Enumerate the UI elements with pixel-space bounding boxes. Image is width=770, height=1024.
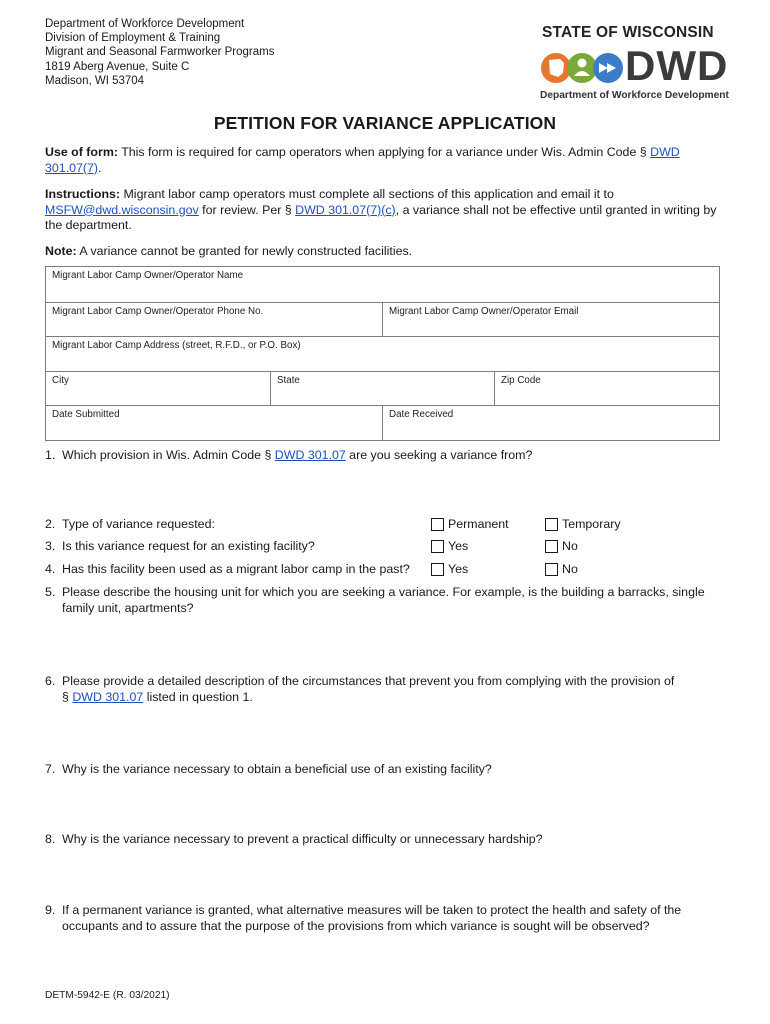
use-of-form-paragraph (45, 145, 725, 176)
logo-state-text: STATE OF WISCONSIN (542, 24, 714, 41)
dwd-301-07-link[interactable]: DWD 301.07 (274, 448, 346, 462)
instructions-paragraph (45, 187, 725, 234)
question-text: Why is the variance necessary to obtain a beneficial use of an existing facility? (62, 762, 492, 776)
question-text: occupants and to assure that the purpose of the provisions from which variance is sought will be observed? (62, 918, 650, 933)
yes-label: Yes (448, 539, 469, 553)
dwd-301-07-7c-link[interactable]: DWD 301.07(7)(c) (295, 202, 396, 217)
question-9 (45, 903, 681, 935)
question-8 (45, 832, 543, 848)
msfw-email-link[interactable]: MSFW@dwd.wisconsin.gov (45, 202, 199, 217)
owner-name-field[interactable]: Migrant Labor Camp Owner/Operator Name (52, 270, 244, 281)
note-paragraph (45, 244, 725, 260)
existing-yes-option[interactable] (431, 539, 468, 553)
logo-circles-icon (536, 44, 628, 88)
question-text: Which provision in Wis. Admin Code § (62, 448, 275, 462)
logo-dept-text: Department of Workforce Development (540, 90, 729, 101)
question-number: 7. (45, 762, 56, 776)
phone-field[interactable]: Migrant Labor Camp Owner/Operator Phone No. (52, 305, 264, 317)
question-number: 2. (45, 517, 56, 531)
question-text: Is this variance request for an existing facility? (62, 539, 315, 553)
question-text: family unit, apartments? (62, 600, 194, 615)
logo-dwd-text: DWD (625, 42, 729, 89)
use-of-form-end: . (98, 160, 102, 175)
existing-yes-checkbox[interactable] (431, 540, 444, 553)
instructions-text: for review. Per § (198, 202, 296, 217)
question-5 (45, 585, 705, 617)
question-text: Please describe the housing unit for which you are seeking a variance. For example, is the building a barracks, single (62, 585, 705, 599)
dwd-301-07-7-link[interactable]: DWD 301.07(7) (45, 145, 680, 175)
instructions-text: , a variance shall not be effective until granted in writing by the department. (45, 202, 717, 233)
agency-line: Madison, WI 53704 (45, 74, 145, 87)
question-number: 8. (45, 832, 56, 846)
date-submitted-field[interactable]: Date Submitted (52, 409, 120, 421)
permanent-label: Permanent (448, 517, 509, 531)
past-use-no-checkbox[interactable] (545, 563, 558, 576)
question-text: Has this facility been used as a migrant labor camp in the past? (62, 562, 410, 576)
form-number: DETM-5942-E (R. 03/2021) (45, 990, 170, 1001)
question-1 (45, 448, 532, 464)
email-field[interactable]: Migrant Labor Camp Owner/Operator Email (382, 303, 719, 337)
question-2 (45, 517, 215, 533)
temporary-checkbox[interactable] (545, 518, 558, 531)
table-row (46, 336, 719, 371)
question-number: 6. (45, 674, 56, 688)
agency-line: Migrant and Seasonal Farmworker Programs (45, 46, 275, 59)
existing-no-checkbox[interactable] (545, 540, 558, 553)
no-label: No (562, 539, 578, 553)
table-row (46, 371, 719, 406)
question-text: If a permanent variance is granted, what alternative measures will be taken to protect the health and safety of the (62, 903, 682, 917)
question-number: 9. (45, 903, 56, 917)
no-label: No (562, 562, 578, 576)
question-text: Why is the variance necessary to prevent a practical difficulty or unnecessary hardship? (62, 832, 543, 846)
form-title: PETITION FOR VARIANCE APPLICATION (213, 113, 557, 133)
date-received-field[interactable]: Date Received (382, 406, 719, 440)
state-field[interactable]: State (270, 372, 494, 406)
question-number: 3. (45, 539, 56, 553)
question-number: 4. (45, 562, 56, 576)
question-text: Please provide a detailed description of the circumstances that prevent you from complying with the provision of (62, 674, 675, 688)
zip-field[interactable]: Zip Code (494, 372, 719, 406)
dwd-logo (536, 24, 732, 106)
section-symbol: § (62, 689, 73, 704)
camp-info-table (45, 266, 720, 441)
city-field[interactable]: City (52, 374, 69, 386)
agency-line: Department of Workforce Development (45, 18, 245, 30)
question-6 (45, 674, 674, 706)
question-number: 1. (45, 448, 56, 462)
question-text: Type of variance requested: (62, 517, 215, 531)
past-use-no-option[interactable] (545, 562, 578, 576)
question-4 (45, 562, 410, 578)
yes-label: Yes (448, 562, 469, 576)
instructions-label: Instructions: (45, 187, 121, 201)
past-use-yes-checkbox[interactable] (431, 563, 444, 576)
permanent-option[interactable] (431, 517, 509, 531)
agency-address-block (45, 17, 274, 88)
temporary-label: Temporary (562, 517, 621, 531)
table-row (46, 302, 719, 337)
use-of-form-text: This form is required for camp operators when applying for a variance under Wis. Admin Code § (117, 145, 651, 159)
question-text: listed in question 1. (143, 689, 253, 704)
note-text: A variance cannot be granted for newly constructed facilities. (76, 244, 413, 258)
question-7 (45, 762, 492, 778)
temporary-option[interactable] (545, 517, 621, 531)
question-number: 5. (45, 585, 56, 599)
question-text: are you seeking a variance from? (345, 448, 533, 462)
agency-line: 1819 Aberg Avenue, Suite C (45, 60, 190, 73)
note-label: Note: (45, 244, 77, 258)
dwd-301-07-link[interactable]: DWD 301.07 (72, 689, 144, 704)
past-use-yes-option[interactable] (431, 562, 468, 576)
question-3 (45, 539, 315, 555)
agency-line: Division of Employment & Training (45, 32, 221, 45)
instructions-text: Migrant labor camp operators must complete all sections of this application and email it to (120, 187, 614, 201)
existing-no-option[interactable] (545, 539, 578, 553)
table-row (46, 267, 719, 302)
address-field[interactable]: Migrant Labor Camp Address (street, R.F.D., or P.O. Box) (52, 340, 301, 352)
permanent-checkbox[interactable] (431, 518, 444, 531)
use-of-form-label: Use of form: (45, 145, 118, 159)
table-row (46, 405, 719, 440)
